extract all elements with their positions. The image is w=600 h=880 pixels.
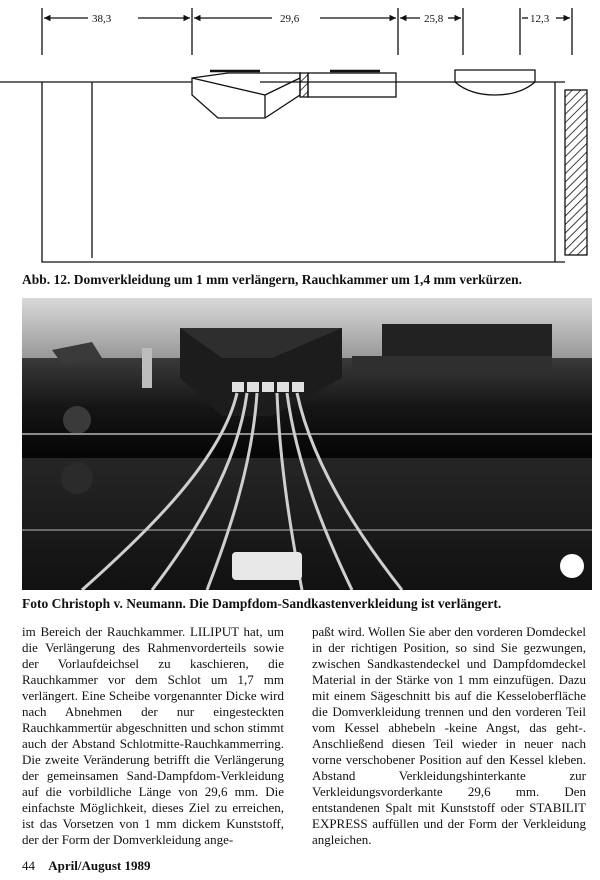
technical-drawing [0,0,600,270]
paragraph-left: im Bereich der Rauchkammer. LILIPUT hat, um die Verlängerung des Rahmenvorderteils sowie der Vorlaufdeichsel zu kaschieren, die Rauchkammer vor dem Schlot um 1,7 mm verlängert. Eine Scheibe vorgenannter Dicke wird nach Abnehmen der nur eingesteckten Rauchkammertür abgeschnitten und schon stimmt auch der Abstand Schlotmitte-Rauchkammerring. Die zweite Veränderung betrifft die Verlängerung der gemeinsamen Sand-Dampfdom-Verkleidung auf die vorbildliche Länge von 29,6 mm. Die einfachste Möglichkeit, dieses Ziel zu erreichen, ist das Vorsetzen von 1 mm dickem Kunststoff, der der Form der Domverkleidung ange- [22,624,284,847]
issue-date: April/August 1989 [48,858,151,873]
figure-caption-photo: Foto Christoph v. Neumann. Die Dampfdom-Sandkastenverkleidung ist verlängert. [22,596,502,611]
body-text-right-column [312,624,586,848]
page-number: 44 [22,858,35,873]
page-footer [22,858,150,874]
dimension-label-2: 29,6 [280,13,300,25]
paragraph-right: paßt wird. Wollen Sie aber den vorderen Domdeckel in der richtigen Position, so sind Sie gezwungen, zwischen Sandkastendeckel und Dampfdomdeckel Material in der Stärke von 1 mm einzufügen. Dazu mit einem Sägeschnitt bis auf die Kesseloberfläche die Domverkleidung trennen und den vorderen Teil vom Kessel abhebeln -keine Angst, das geht-. Anschließend diesen Teil wieder in neuer nach vorne verschobener Position auf den Kessel kleben. Abstand Verkleidungshinterkante zur Verkleidungsvorderkante 29,6 mm. Den entstandenen Spalt mit Kunststoff oder STABILIT EXPRESS auffüllen und der Form der Verkleidung angleichen. [312,624,586,847]
dimension-label-3: 25,8 [424,13,444,25]
figure-caption-abb12: Abb. 12. Domverkleidung um 1 mm verlängern, Rauchkammer um 1,4 mm verkürzen. [22,272,522,287]
body-text-left-column [22,624,284,848]
dimension-label-4: 12,3 [530,13,550,25]
dimension-label-1: 38,3 [92,13,112,25]
locomotive-photo [22,298,592,590]
